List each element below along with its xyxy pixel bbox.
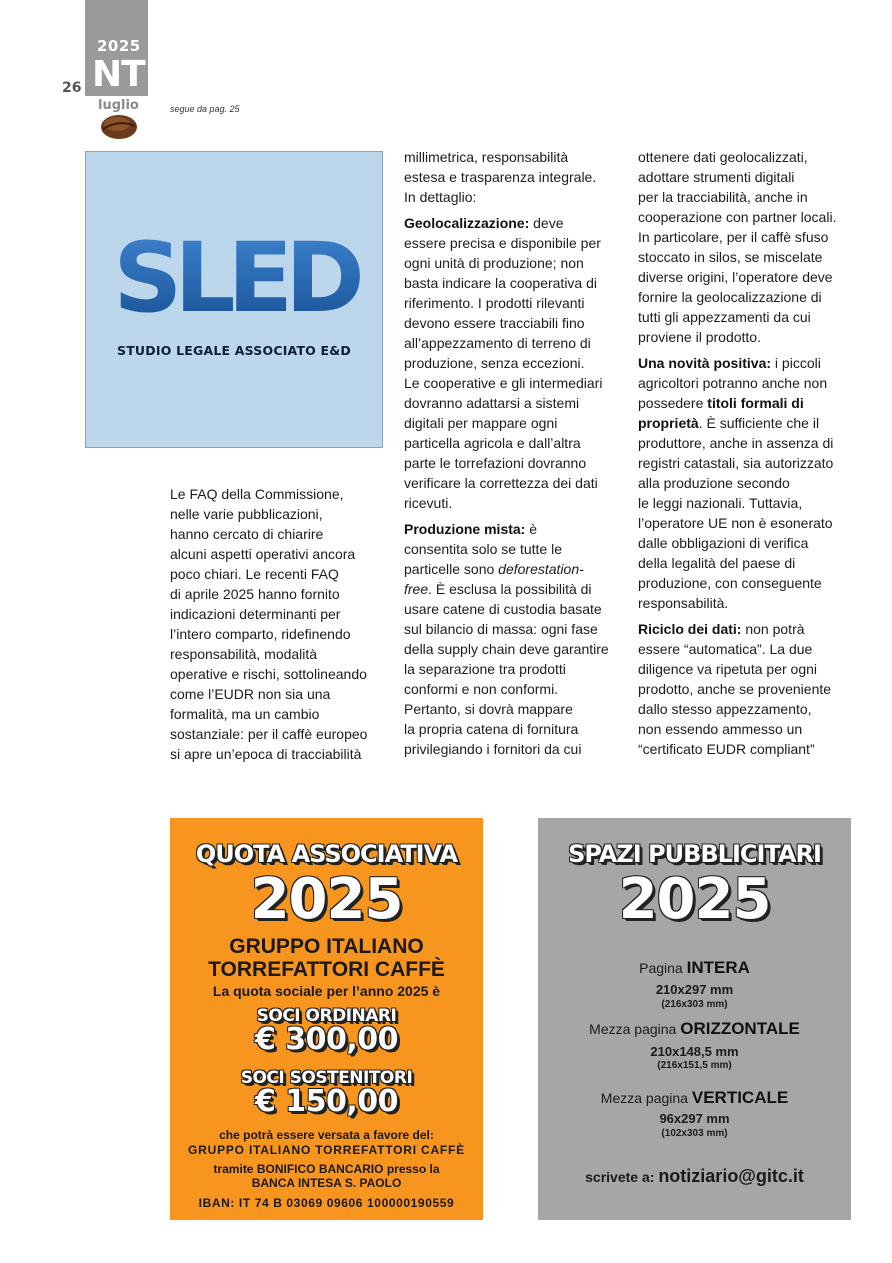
- article-line: particella agricola e dall’altra: [404, 435, 581, 451]
- article-line: ottenere dati geolocalizzati,: [638, 149, 808, 165]
- article-line: digitali per mappare ogni: [404, 415, 558, 431]
- article-line: della legalità del paese di: [638, 555, 796, 571]
- member-category-sostenitori: SOCI SOSTENITORI: [240, 1068, 413, 1088]
- article-line: millimetrica, responsabilità: [404, 149, 569, 165]
- spazi-year: 2025: [618, 867, 771, 932]
- ad-format-size: 96x297 mm: [659, 1111, 730, 1126]
- article-line: “certificato EUDR compliant”: [638, 741, 815, 757]
- contact-email-link[interactable]: notiziario@gitc.it: [658, 1166, 804, 1186]
- article-line: dallo stesso appezzamento,: [638, 701, 812, 717]
- article-emphasis: deforestation-: [498, 561, 584, 577]
- article-line: registri catastali, sia autorizzato: [638, 455, 834, 471]
- quota-associativa-box: [170, 818, 483, 1220]
- page-number: 26: [62, 80, 82, 96]
- article-column-2: [404, 147, 622, 765]
- article-line: all’appezzamento di terreno di: [404, 335, 591, 351]
- ad-format-label: [538, 1019, 851, 1039]
- spazi-pubblicitari-box: [538, 818, 851, 1220]
- spazi-title: SPAZI PUBBLICITARI: [568, 840, 821, 868]
- contact-prefix: scrivete a:: [585, 1169, 659, 1185]
- article-line: usare catene di custodia basate: [404, 601, 602, 617]
- article-line: Le cooperative e gli intermediari: [404, 375, 603, 391]
- article-text: deve: [529, 215, 564, 231]
- article-column-1: [170, 484, 385, 764]
- payment-iban: IBAN: IT 74 B 03069 09606 100000190559: [198, 1196, 455, 1210]
- article-line: [404, 579, 622, 599]
- article-line: [638, 413, 853, 433]
- ad-format-prefix: Pagina: [639, 960, 687, 976]
- article-line: la propria catena di fornitura: [404, 721, 579, 737]
- ad-format-bleed: (216x303 mm): [661, 999, 728, 1010]
- continued-note: segue da pag. 25: [170, 104, 240, 114]
- article-line: responsabilità.: [638, 595, 729, 611]
- sled-tagline: STUDIO LEGALE ASSOCIATO E&D: [117, 343, 351, 358]
- article-text: particelle sono: [404, 561, 499, 577]
- novita-heading: Una novità positiva:: [638, 355, 772, 371]
- article-line: sostanziale: per il caffè europeo: [170, 726, 368, 742]
- riciclo-paragraph: [638, 619, 853, 759]
- article-line: alla produzione secondo: [638, 475, 790, 491]
- article-line: Pertanto, si dovrà mappare: [404, 701, 573, 717]
- article-line: hanno cercato di chiarire: [170, 526, 324, 542]
- article-line: In dettaglio:: [404, 189, 477, 205]
- geolocalizzazione-paragraph: [404, 213, 622, 513]
- ad-format-prefix: Mezza pagina: [600, 1090, 692, 1106]
- article-line: produttore, anche in assenza di: [638, 435, 834, 451]
- quota-title: QUOTA ASSOCIATIVA: [195, 840, 458, 868]
- ad-format-label: [538, 958, 851, 978]
- article-line: [404, 213, 622, 233]
- article-line: [404, 559, 622, 579]
- quota-year: 2025: [250, 867, 403, 932]
- ad-format-name: INTERA: [686, 958, 750, 977]
- quota-sub-text: La quota sociale per l’anno: [212, 983, 398, 999]
- quota-sub-year: 2025: [397, 983, 429, 999]
- article-line: consentita solo se tutte le: [404, 541, 562, 557]
- article-column-3: [638, 147, 853, 765]
- article-line: per la tracciabilità, anche in: [638, 189, 808, 205]
- article-line: essere “automatica”. La due: [638, 641, 813, 657]
- price-sostenitori: € 150,00: [254, 1084, 399, 1119]
- article-line: l’operatore UE non è esonerato: [638, 515, 833, 531]
- payment-note: che potrà essere versata a favore del:: [219, 1128, 434, 1142]
- article-line: formalità, ma un cambio: [170, 706, 320, 722]
- article-line: adottare strumenti digitali: [638, 169, 795, 185]
- article-line: produzione, con conseguente: [638, 575, 822, 591]
- article-line: agricoltori potranno anche non: [638, 375, 828, 391]
- article-line: basta indicare la cooperativa di: [404, 275, 598, 291]
- article-line: Le FAQ della Commissione,: [170, 486, 344, 502]
- article-bold: proprietà: [638, 415, 699, 431]
- article-line: [638, 619, 853, 639]
- article-line: di aprile 2025 hanno fornito: [170, 586, 340, 602]
- article-line: le leggi nazionali. Tuttavia,: [638, 495, 803, 511]
- article-line: essere precisa e disponibile per: [404, 235, 601, 251]
- member-category-ordinari: SOCI ORDINARI: [256, 1006, 397, 1026]
- article-line: si apre un’epoca di tracciabilità: [170, 746, 362, 762]
- article-line: estesa e trasparenza integrale.: [404, 169, 597, 185]
- ad-format-label: [538, 1088, 851, 1108]
- logo-letters: NT: [92, 54, 145, 95]
- article-line: alcuni aspetti operativi ancora: [170, 546, 356, 562]
- intro-paragraph: [404, 147, 622, 207]
- article-line: la separazione tra prodotti: [404, 661, 566, 677]
- produzione-mista-paragraph: [404, 519, 622, 759]
- article-emphasis: free: [404, 581, 429, 597]
- article-line: [638, 393, 853, 413]
- geolocalizzazione-heading: Geolocalizzazione:: [404, 215, 530, 231]
- article-line: parte le torrefazioni dovranno: [404, 455, 587, 471]
- produzione-mista-heading: Produzione mista:: [404, 521, 526, 537]
- article-text: . È esclusa la possibilità di: [428, 581, 592, 597]
- article-line: conformi e non conformi.: [404, 681, 559, 697]
- ad-format-bleed: (102x303 mm): [661, 1128, 728, 1139]
- quota-org-line: TORREFATTORI CAFFÈ: [208, 958, 445, 981]
- article-line: come l’EUDR non sia una: [170, 686, 331, 702]
- ad-format-size: 210x297 mm: [655, 982, 734, 997]
- article-line: devono essere tracciabili fino: [404, 315, 585, 331]
- article-line: nelle varie pubblicazioni,: [170, 506, 323, 522]
- quota-sub-text: è: [428, 983, 441, 999]
- article-line: [638, 353, 853, 373]
- ad-format-name: ORIZZONTALE: [680, 1019, 800, 1038]
- article-line: operative e rischi, sottolineando: [170, 666, 367, 682]
- logo-year: 2025: [97, 37, 141, 55]
- quota-organization: [170, 935, 483, 981]
- article-line: produzione, senza eccezioni.: [404, 355, 585, 371]
- article-line: ogni unità di produzione; non: [404, 255, 584, 271]
- article-line: della supply chain deve garantire: [404, 641, 609, 657]
- article-line: dovranno adattarsi a sistemi: [404, 395, 580, 411]
- article-line: proviene il prodotto.: [638, 329, 761, 345]
- article-line: l’intero comparto, ridefinendo: [170, 626, 351, 642]
- payment-beneficiary: GRUPPO ITALIANO TORREFATTORI CAFFÈ: [188, 1143, 465, 1157]
- payment-bank: BANCA INTESA S. PAOLO: [251, 1176, 402, 1190]
- article-line: poco chiari. Le recenti FAQ: [170, 566, 339, 582]
- article-line: privilegiando i fornitori da cui: [404, 741, 582, 757]
- article-line: tutti gli appezzamenti da cui: [638, 309, 811, 325]
- article-line: In particolare, per il caffè sfuso: [638, 229, 829, 245]
- ad-format-prefix: Mezza pagina: [589, 1021, 681, 1037]
- article-line: stoccato in silos, se miscelate: [638, 249, 823, 265]
- article-line: [404, 519, 622, 539]
- article-line: sul bilancio di massa: ogni fase: [404, 621, 598, 637]
- article-text: non potrà: [741, 621, 805, 637]
- ad-format-bleed: (216x151,5 mm): [657, 1060, 732, 1071]
- ad-format-name: VERTICALE: [691, 1088, 789, 1107]
- article-line: responsabilità, modalità: [170, 646, 318, 662]
- coffee-bean-icon: [100, 114, 138, 140]
- riciclo-heading: Riciclo dei dati:: [638, 621, 742, 637]
- article-line: verificare la correttezza dei dati: [404, 475, 598, 491]
- contact-line: [538, 1166, 851, 1187]
- sled-wordmark-text: SLED: [113, 231, 357, 321]
- quota-subtitle: [170, 983, 483, 999]
- article-line: diverse origini, l’operatore deve: [638, 269, 833, 285]
- article-line: riferimento. I prodotti rilevanti: [404, 295, 585, 311]
- article-line: ricevuti.: [404, 495, 453, 511]
- article-line: fornire la geolocalizzazione di: [638, 289, 822, 305]
- article-text: è: [525, 521, 538, 537]
- novita-paragraph: [638, 353, 853, 613]
- article-line: non essendo ammesso un: [638, 721, 803, 737]
- article-line: prodotto, anche se proveniente: [638, 681, 832, 697]
- price-ordinari: € 300,00: [254, 1022, 399, 1057]
- ad-format-size: 210x148,5 mm: [650, 1044, 739, 1059]
- continued-paragraph: [638, 147, 853, 347]
- article-text: . È sufficiente che il: [698, 415, 820, 431]
- quota-org-line: GRUPPO ITALIANO: [229, 935, 424, 958]
- article-bold: titoli formali di: [707, 395, 804, 411]
- article-text: possedere: [638, 395, 708, 411]
- payment-method: tramite BONIFICO BANCARIO presso la: [213, 1162, 440, 1176]
- article-line: indicazioni determinanti per: [170, 606, 341, 622]
- sled-wordmark: [106, 231, 364, 321]
- article-line: diligence va ripetuta per ogni: [638, 661, 818, 677]
- article-text: i piccoli: [771, 355, 821, 371]
- article-line: dalle obbligazioni di verifica: [638, 535, 809, 551]
- logo-month: luglio: [98, 98, 139, 113]
- article-line: cooperazione con partner locali.: [638, 209, 837, 225]
- sled-advertisement: [85, 151, 383, 448]
